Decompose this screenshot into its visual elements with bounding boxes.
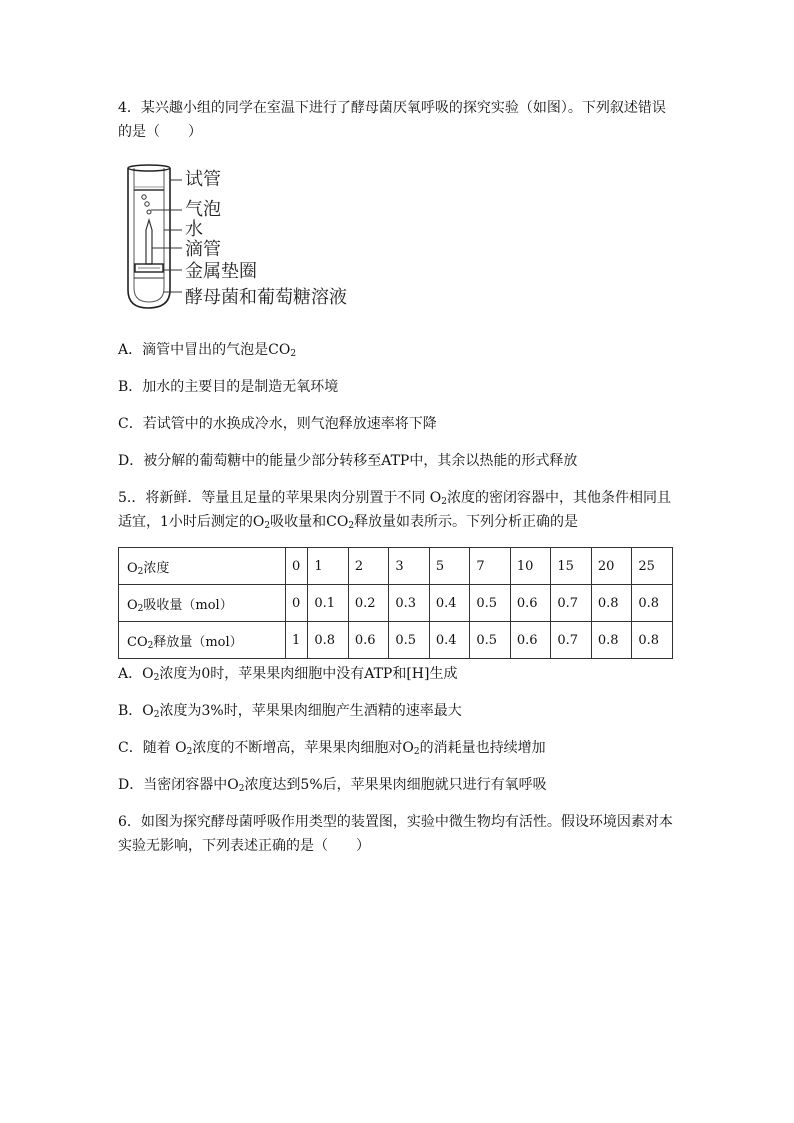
table-cell: 0.6	[510, 585, 551, 622]
label-metal-washer: 金属垫圈	[185, 261, 257, 282]
table-cell: 0.5	[470, 622, 511, 659]
question-5-option-d: D．当密闭容器中$O_2$浓度达到5%后，苹果果肉细胞就只进行有氧呼吸	[118, 777, 547, 794]
table-cell: 0.8	[591, 622, 632, 659]
question-6-stem: 6．如图为探究酵母菌呼吸作用类型的装置图，实验中微生物均有活性。假设环境因素对本实验无影响，下列表述正确的是（ ）	[118, 814, 673, 854]
table-cell: 0.6	[510, 622, 551, 659]
table-cell: 0.2	[348, 585, 389, 622]
table-cell: 25	[632, 548, 673, 585]
table-cell: 0.5	[470, 585, 511, 622]
table-cell: 0.3	[389, 585, 430, 622]
table-cell: 1	[308, 548, 349, 585]
table-cell: 0.1	[308, 585, 349, 622]
test-tube-figure	[118, 160, 388, 320]
table-row	[119, 622, 673, 659]
table-cell: 1	[286, 622, 308, 659]
table-cell: 0.4	[429, 585, 470, 622]
table-cell: 10	[510, 548, 551, 585]
row-header-o2-concentration: $O_2$浓度	[119, 548, 286, 585]
table-cell: 20	[591, 548, 632, 585]
question-4-option-b: B．加水的主要目的是制造无氧环境	[118, 379, 339, 395]
label-test-tube: 试管	[185, 169, 221, 190]
table-cell: 0.6	[348, 622, 389, 659]
table-cell: 0	[286, 585, 308, 622]
table-row	[119, 548, 673, 585]
label-water: 水	[185, 219, 203, 240]
table-cell: 0.8	[591, 585, 632, 622]
question-4-option-c: C．若试管中的水换成冷水，则气泡释放速率将下降	[118, 416, 437, 432]
table-cell: 3	[389, 548, 430, 585]
table-cell: 7	[470, 548, 511, 585]
question-5-stem: 5.．将新鲜．等量且足量的苹果果肉分别置于不同 $O_2$浓度的密闭容器中，其他条件相同且适宜，1小时后测定的$O_2$吸收量和$CO_2$释放量如表所示。下列分析正确的是	[118, 490, 672, 531]
label-dropper: 滴管	[185, 239, 221, 260]
o2-co2-data-table	[118, 547, 673, 659]
row-header-o2-absorption: $O_2$吸收量（mol）	[119, 585, 286, 622]
question-5-option-b: B．$O_2$浓度为3%时，苹果果肉细胞产生酒精的速率最大	[118, 703, 462, 720]
table-cell: 0	[286, 548, 308, 585]
table-row	[119, 585, 673, 622]
question-5-option-c: C．随着 $O_2$浓度的不断增高，苹果果肉细胞对$O_2$的消耗量也持续增加	[118, 740, 546, 757]
table-cell: 0.8	[632, 585, 673, 622]
label-bubble: 气泡	[185, 199, 221, 220]
row-header-co2-release: $CO_2$释放量（mol）	[119, 622, 286, 659]
table-cell: 0.7	[551, 622, 592, 659]
question-4-stem: 4．某兴趣小组的同学在室温下进行了酵母菌厌氧呼吸的探究实验（如图）。下列叙述错误的是（ ）	[118, 100, 666, 140]
table-cell: 0.8	[308, 622, 349, 659]
question-4-option-a: A．滴管中冒出的气泡是$CO_2$	[118, 342, 297, 359]
label-yeast-glucose-solution: 酵母菌和葡萄糖溶液	[185, 287, 347, 308]
question-4-option-d: D．被分解的葡萄糖中的能量少部分转移至ATP中，其余以热能的形式释放	[118, 453, 578, 469]
table-cell: 0.4	[429, 622, 470, 659]
table-cell: 5	[429, 548, 470, 585]
table-cell: 2	[348, 548, 389, 585]
question-5-option-a: A．$O_2$浓度为0时，苹果果肉细胞中没有ATP和[H]生成	[118, 666, 458, 683]
table-cell: 0.7	[551, 585, 592, 622]
table-cell: 15	[551, 548, 592, 585]
table-cell: 0.5	[389, 622, 430, 659]
table-cell: 0.8	[632, 622, 673, 659]
